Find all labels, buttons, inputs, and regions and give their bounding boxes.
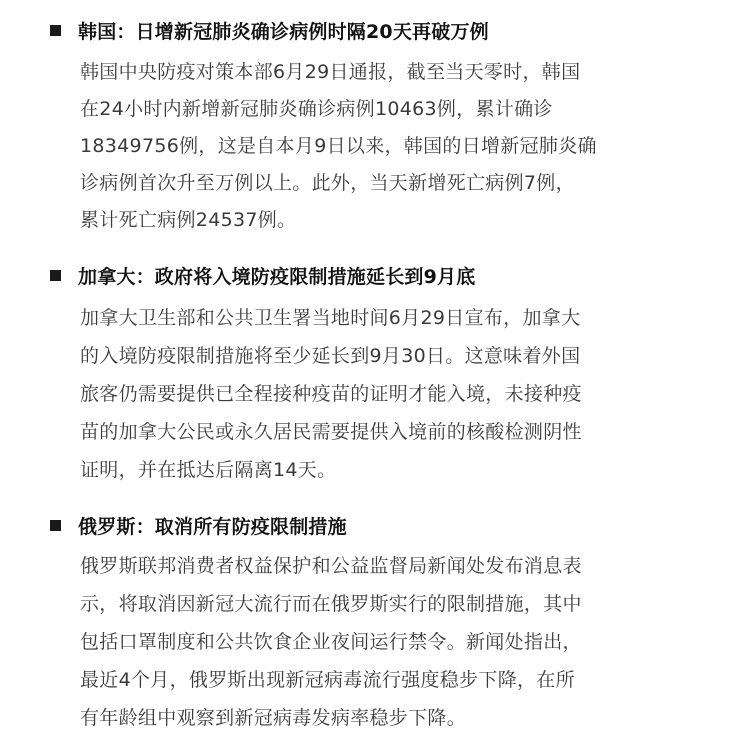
paragraph-line: 诊病例首次升至万例以上。此外，当天新增死亡病例7例， xyxy=(80,172,575,194)
paragraph-line: 的入境防疫限制措施将至少延长到9月30日。这意味着外国 xyxy=(80,345,581,367)
paragraph-line: 有年龄组中观察到新冠病毒发病率稳步下降。 xyxy=(80,707,467,729)
section-heading xyxy=(50,15,489,45)
paragraph-line: 苗的加拿大公民或永久居民需要提供入境前的核酸检测阴性 xyxy=(80,421,582,443)
paragraph-line: 18349756例，这是自本月9日以来，韩国的日增新冠肺炎确 xyxy=(80,135,597,157)
paragraph-line: 累计死亡病例24537例。 xyxy=(80,209,297,231)
section-heading xyxy=(50,260,475,290)
paragraph-line: 旅客仍需要提供已全程接种疫苗的证明才能入境，未接种疫 xyxy=(80,383,582,405)
square-bullet-icon xyxy=(50,520,61,531)
paragraph-line: 俄罗斯联邦消费者权益保护和公益监督局新闻处发布消息表 xyxy=(80,555,582,577)
paragraph-line: 韩国中央防疫对策本部6月29日通报，截至当天零时，韩国 xyxy=(80,61,581,83)
section-heading xyxy=(50,510,347,540)
square-bullet-icon xyxy=(50,25,61,36)
paragraph-line: 证明，并在抵达后隔离14天。 xyxy=(80,459,337,481)
section-heading-text: 加拿大：政府将入境防疫限制措施延长到9月底 xyxy=(78,265,476,288)
square-bullet-icon xyxy=(50,270,61,281)
paragraph-line: 在24小时内新增新冠肺炎确诊病例10463例，累计确诊 xyxy=(80,98,553,120)
section-heading-text: 俄罗斯：取消所有防疫限制措施 xyxy=(78,515,347,538)
paragraph-line: 示，将取消因新冠大流行而在俄罗斯实行的限制措施，其中 xyxy=(80,593,582,615)
section-heading-text: 韩国：日增新冠肺炎确诊病例时隔20天再破万例 xyxy=(78,20,489,43)
paragraph-line: 加拿大卫生部和公共卫生署当地时间6月29日宣布，加拿大 xyxy=(80,307,581,329)
paragraph-line: 最近4个月，俄罗斯出现新冠病毒流行强度稳步下降，在所 xyxy=(80,669,575,691)
paragraph-line: 包括口罩制度和公共饮食企业夜间运行禁令。新闻处指出， xyxy=(80,631,582,653)
